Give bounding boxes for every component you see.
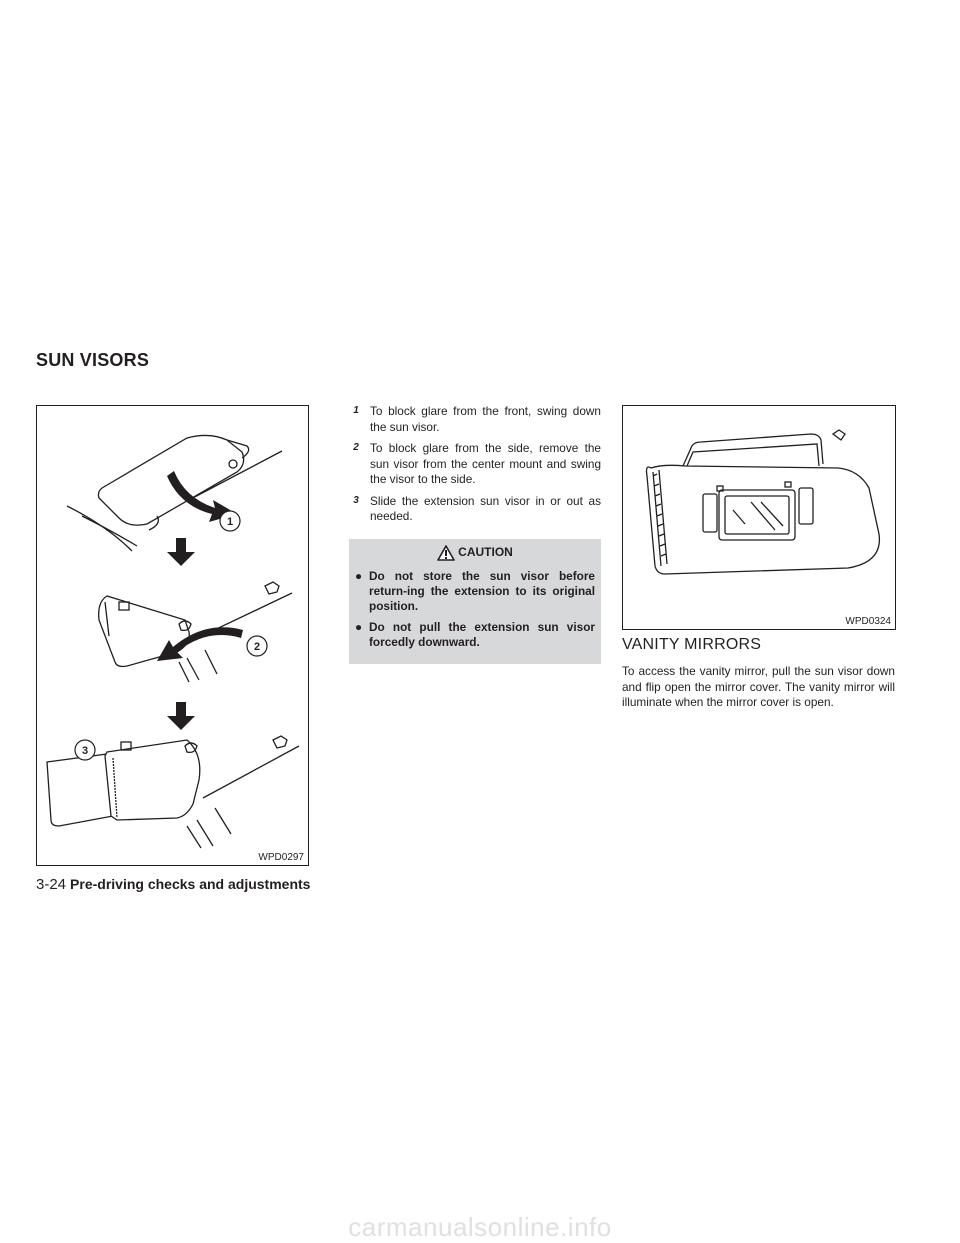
section-title: SUN VISORS [36,350,150,370]
step-3-text: Slide the extension sun visor in or out as needed. [370,493,601,523]
chapter-title: Pre-driving checks and adjustments [70,876,311,892]
step-1 [349,404,601,435]
caution-title: CAUTION [458,544,513,559]
callout-3-icon [75,740,95,760]
caution-header [355,545,595,561]
callout-2-icon [247,636,267,656]
vanity-mirror-figure [622,405,896,630]
caution-item-2 [355,620,595,650]
vanity-mirror-illustration [623,406,895,629]
step-2-number-icon: 2 [353,442,359,453]
sun-visor-figure [36,405,309,866]
figure-code-right: WPD0324 [845,616,891,627]
caution-item-1-text: Do not store the sun visor before return-ing the extension to its original position. [369,568,595,613]
page-number: 3-24 [36,876,67,893]
figure-code-left: WPD0297 [258,852,304,863]
caution-item-1 [355,569,595,614]
step-3-number-icon: 3 [353,494,359,506]
vanity-mirrors-section [622,636,895,711]
step-1-text: To block glare from the front, swing down the sun visor. [370,404,601,434]
vanity-mirrors-text: To access the vanity mirror, pull the sun visor down and flip open the mirror cover. The vanity mirror will illuminate when the mirror cover is open. [622,664,895,709]
bullet-icon: ● [355,568,363,583]
bullet-icon: ● [355,619,363,634]
caution-item-2-text: Do not pull the extension sun visor forcedly downward. [369,619,595,649]
callout-1-label: 1 [226,516,234,528]
step-1-number-icon: 1 [353,405,359,416]
instructions-column [349,404,601,664]
page-footer [36,876,310,893]
callout-1-icon [220,511,240,531]
callout-3-label: 3 [81,745,89,757]
sun-visor-illustration [37,406,308,865]
step-3 [349,494,601,525]
step-2-text: To block glare from the side, remove the sun visor from the center mount and swing the visor to the side. [370,441,601,486]
callout-2-label: 2 [253,641,261,653]
watermark: carmanualsonline.info [348,1212,612,1242]
warning-triangle-icon [437,545,455,561]
caution-box [349,539,601,664]
vanity-mirrors-heading: VANITY MIRRORS [622,636,762,653]
step-2 [349,441,601,488]
